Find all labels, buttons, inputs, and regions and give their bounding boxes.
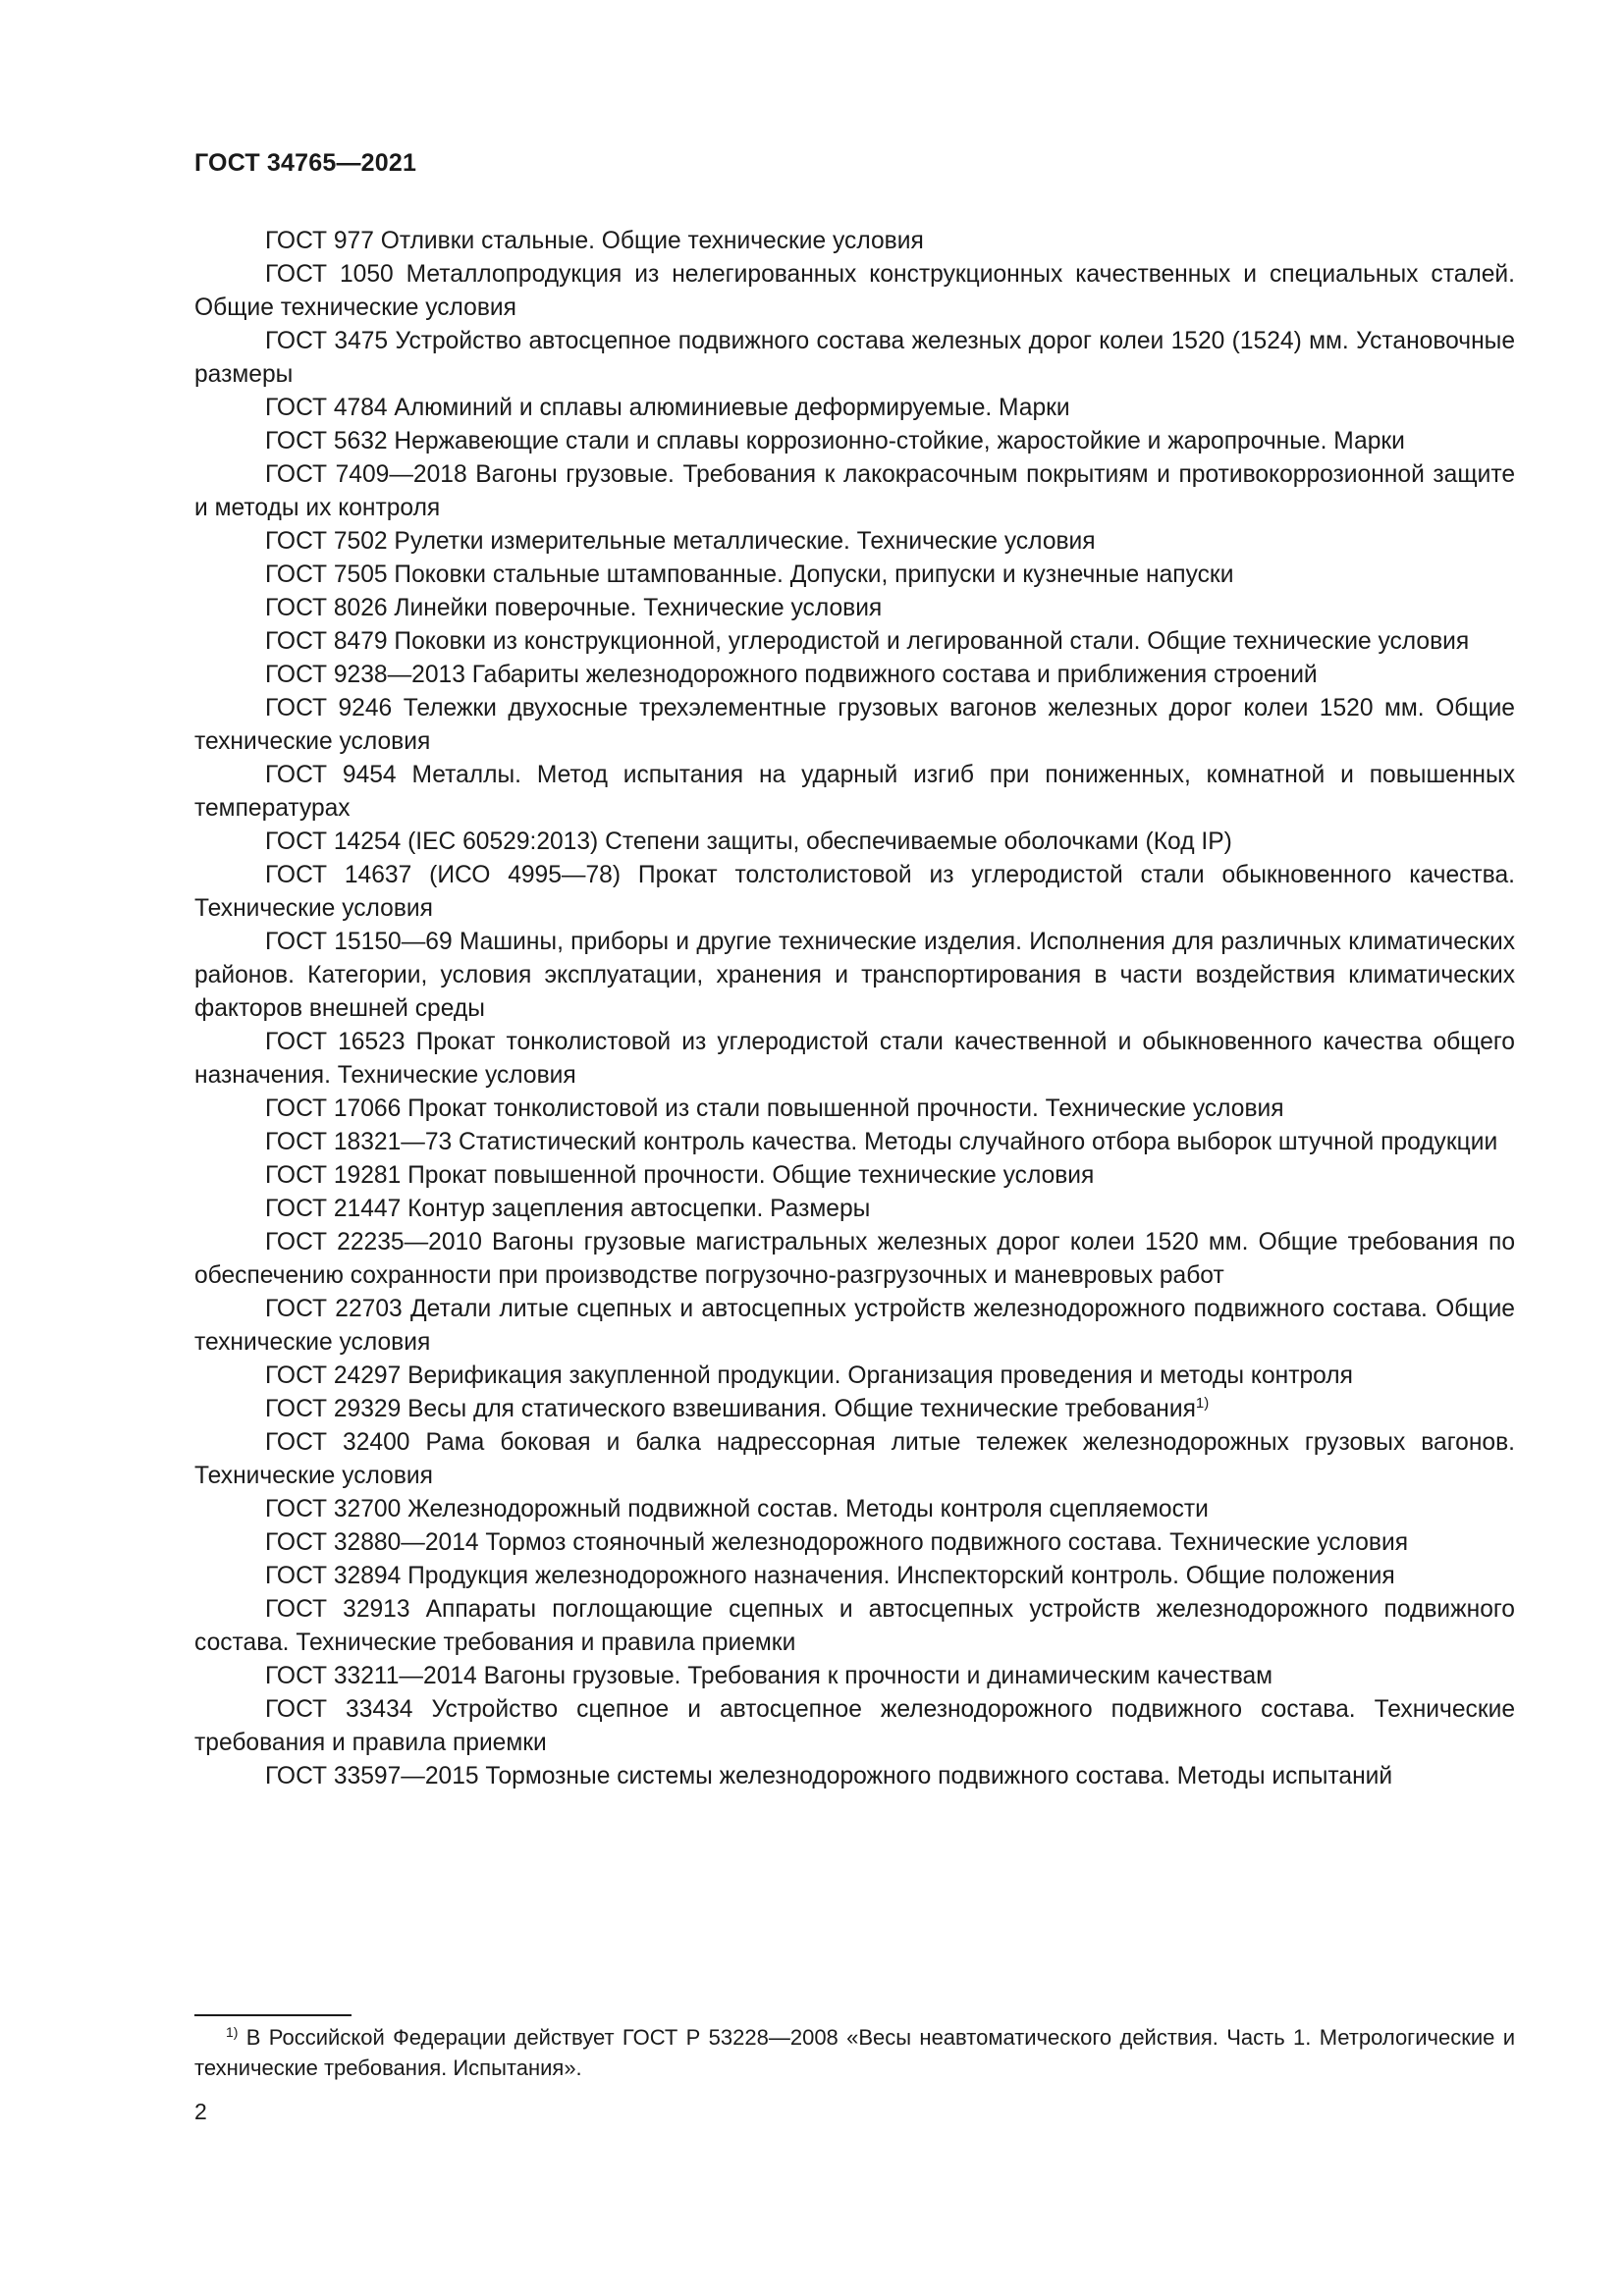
normative-references-list [194, 225, 1515, 1793]
reference-item: ГОСТ 8479 Поковки из конструкционной, углеродистой и легированной стали. Общие технические условия [265, 628, 1470, 655]
reference-item: ГОСТ 32700 Железнодорожный подвижной состав. Методы контроля сцепляемости [265, 1496, 1209, 1522]
reference-text: ГОСТ 29329 Весы для статического взвешивания. Общие технические требования [265, 1396, 1196, 1422]
footnote-separator [194, 2014, 352, 2016]
reference-item: ГОСТ 19281 Прокат повышенной прочности. Общие технические условия [265, 1162, 1095, 1189]
reference-item: ГОСТ 7409—2018 Вагоны грузовые. Требования к лакокрасочным покрытиям и противокоррозионной защите и методы их контроля [194, 461, 1515, 521]
document-code-header: ГОСТ 34765—2021 [194, 149, 417, 177]
reference-item: ГОСТ 7505 Поковки стальные штампованные. Допуски, припуски и кузнечные напуски [265, 561, 1234, 588]
reference-item: ГОСТ 24297 Верификация закупленной продукции. Организация проведения и методы контроля [265, 1362, 1353, 1389]
footnote-number: 1) [226, 2024, 239, 2040]
reference-item: ГОСТ 1050 Металлопродукция из нелегированных конструкционных качественных и специальных сталей. Общие технические условия [194, 261, 1515, 321]
reference-item: ГОСТ 22703 Детали литые сцепных и автосцепных устройств железнодорожного подвижного состава. Общие технические условия [194, 1296, 1515, 1356]
footnote-marker: 1) [1195, 1395, 1210, 1412]
reference-item: ГОСТ 977 Отливки стальные. Общие технические условия [265, 228, 924, 254]
reference-item: ГОСТ 9454 Металлы. Метод испытания на ударный изгиб при пониженных, комнатной и повышенных температурах [194, 762, 1515, 822]
reference-item: ГОСТ 4784 Алюминий и сплавы алюминиевые деформируемые. Марки [265, 395, 1070, 421]
reference-item: ГОСТ 32880—2014 Тормоз стояночный железнодорожного подвижного состава. Технические условия [265, 1529, 1409, 1556]
reference-item: ГОСТ 7502 Рулетки измерительные металлические. Технические условия [265, 528, 1096, 555]
reference-item: ГОСТ 33434 Устройство сцепное и автосцепное железнодорожного подвижного состава. Технические требования и правила приемки [194, 1696, 1515, 1756]
reference-item: ГОСТ 32913 Аппараты поглощающие сцепных и автосцепных устройств железнодорожного подвижного состава. Технические требования и правила приемки [194, 1596, 1515, 1656]
reference-item: ГОСТ 22235—2010 Вагоны грузовые магистральных железных дорог колеи 1520 мм. Общие требования по обеспечению сохранности при производстве погрузочно-разгрузочных и маневровых работ [194, 1229, 1515, 1289]
reference-item: ГОСТ 16523 Прокат тонколистовой из углеродистой стали качественной и обыкновенного качества общего назначения. Технические условия [194, 1029, 1515, 1089]
reference-item: ГОСТ 8026 Линейки поверочные. Технические условия [265, 595, 883, 621]
footnote-text: В Российской Федерации действует ГОСТ Р 53228—2008 «Весы неавтоматического действия. Часть 1. Метрологические и технические требования. Испытания». [194, 2025, 1515, 2080]
reference-item: ГОСТ 5632 Нержавеющие стали и сплавы коррозионно-стойкие, жаростойкие и жаропрочные. Марки [265, 428, 1405, 454]
reference-item: ГОСТ 15150—69 Машины, приборы и другие технические изделия. Исполнения для различных климатических районов. Категории, условия эксплуатации, хранения и транспортирования в части воздействия климатических факторов внешней среды [194, 929, 1515, 1022]
page-number: 2 [194, 2099, 207, 2124]
reference-item: ГОСТ 18321—73 Статистический контроль качества. Методы случайного отбора выборок штучной продукции [265, 1129, 1498, 1155]
reference-item: ГОСТ 9246 Тележки двухосные трехэлементные грузовых вагонов железных дорог колеи 1520 мм. Общие технические условия [194, 695, 1515, 755]
reference-item: ГОСТ 14637 (ИСО 4995—78) Прокат толстолистовой из углеродистой стали обыкновенного качества. Технические условия [194, 862, 1515, 922]
reference-item: ГОСТ 21447 Контур зацепления автосцепки. Размеры [265, 1196, 871, 1222]
reference-item: ГОСТ 33597—2015 Тормозные системы железнодорожного подвижного состава. Методы испытаний [265, 1763, 1393, 1789]
reference-item: ГОСТ 3475 Устройство автосцепное подвижного состава железных дорог колеи 1520 (1524) мм. Установочные размеры [194, 328, 1515, 388]
reference-item: ГОСТ 14254 (IEC 60529:2013) Степени защиты, обеспечиваемые оболочками (Код IP) [265, 828, 1232, 855]
reference-item-with-footnote [194, 1393, 1515, 1426]
reference-item: ГОСТ 32400 Рама боковая и балка надрессорная литые тележек железнодорожных грузовых вагонов. Технические условия [194, 1429, 1515, 1489]
footnote [194, 2022, 1515, 2083]
reference-item: ГОСТ 17066 Прокат тонколистовой из стали повышенной прочности. Технические условия [265, 1095, 1284, 1122]
reference-item: ГОСТ 9238—2013 Габариты железнодорожного подвижного состава и приближения строений [265, 662, 1318, 688]
reference-item: ГОСТ 32894 Продукция железнодорожного назначения. Инспекторский контроль. Общие положения [265, 1563, 1395, 1589]
reference-item: ГОСТ 33211—2014 Вагоны грузовые. Требования к прочности и динамическим качествам [265, 1663, 1273, 1689]
